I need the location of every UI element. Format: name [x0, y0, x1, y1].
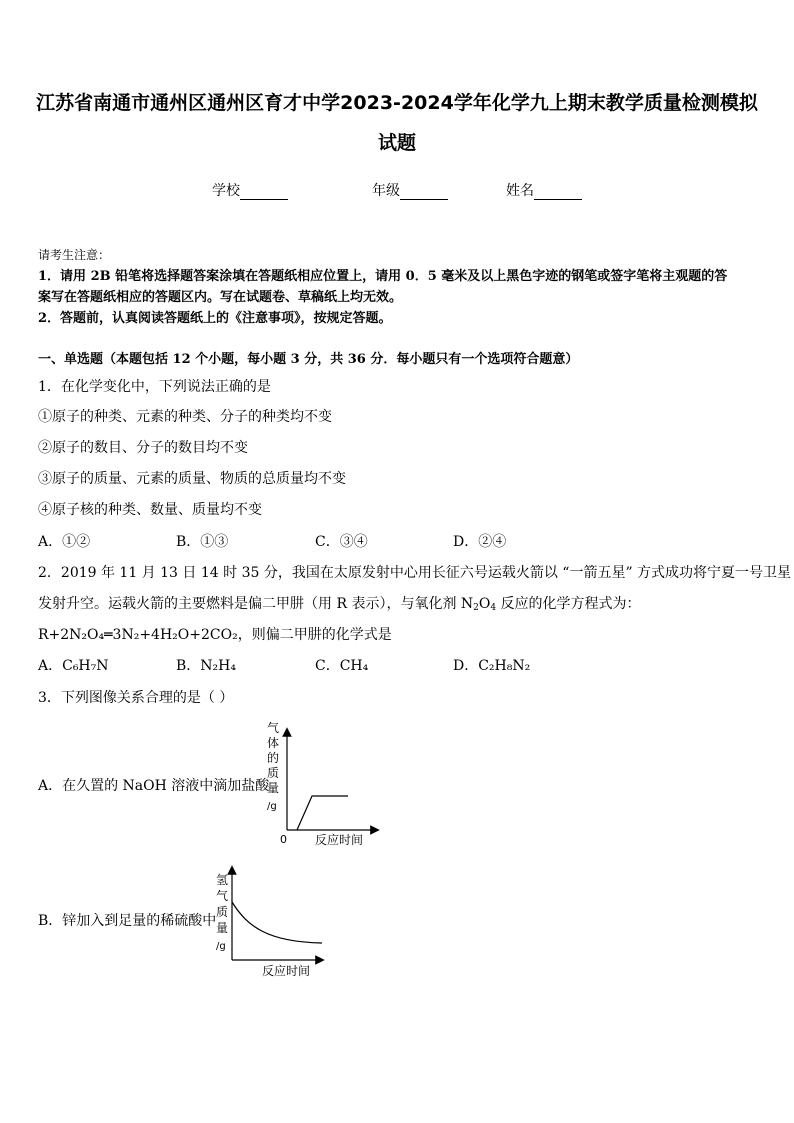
notice-item-2: 2．答题前，认真阅读答题纸上的《注意事项》，按规定答题。 — [38, 311, 392, 326]
graph-a-y-char-3: 的 — [267, 751, 280, 765]
q1-option-c[interactable]: C．③④ — [315, 534, 368, 550]
q1-statement-4: ④原子核的种类、数量、质量均不变 — [38, 502, 262, 518]
q1-option-a[interactable]: A．①② — [38, 534, 91, 550]
q2-option-c[interactable]: C．CH₄ — [315, 658, 369, 674]
school-blank[interactable] — [240, 185, 288, 200]
q2-option-b[interactable]: B．N₂H₄ — [176, 658, 236, 674]
page-title: 江苏省南通市通州区通州区育才中学2023-2024学年化学九上期末教学质量检测模拟 — [36, 92, 758, 114]
notice-item-1-cont: 案写在答题纸相应的答题区内。写在试题卷、草稿纸上均无效。 — [38, 290, 403, 305]
graph-b-x-label: 反应时间 — [262, 964, 311, 978]
grade-label: 年级 — [372, 183, 400, 199]
graph-a-y-char-5: 量 — [267, 781, 280, 795]
page-title-continued: 试题 — [377, 132, 416, 154]
notice-heading: 请考生注意： — [38, 248, 111, 262]
school-label: 学校 — [212, 183, 240, 199]
q1-statement-2: ②原子的数目、分子的数目均不变 — [38, 440, 248, 456]
q1-stem: 1．在化学变化中，下列说法正确的是 — [38, 379, 271, 395]
q2-equation: R+2N₂O₄═3N₂+4H₂O+2CO₂，则偏二甲肼的化学式是 — [38, 627, 392, 643]
q1-statement-1: ①原子的种类、元素的种类、分子的种类均不变 — [38, 409, 332, 425]
graph-a-origin: 0 — [280, 833, 287, 846]
graph-a-y-char-4: 质 — [267, 766, 280, 780]
q2-option-d[interactable]: D．C₂H₈N₂ — [453, 658, 531, 674]
graph-b-y-unit: /g — [216, 941, 226, 952]
q1-statement-3: ③原子的质量、元素的质量、物质的总质量均不变 — [38, 471, 346, 487]
grade-blank[interactable] — [400, 185, 448, 200]
graph-a-y-char-1: 气 — [267, 721, 280, 735]
q2-option-a[interactable]: A．C₆H₇N — [38, 658, 109, 674]
notice-item-1: 1．请用 2B 铅笔将选择题答案涂填在答题纸相应位置上，请用 0．5 毫米及以上黑色字迹的钢笔或签字笔将主观题的答 — [38, 269, 728, 284]
graph-a-y-unit: /g — [267, 801, 277, 812]
graph-b-y-char-4: 量 — [216, 921, 229, 935]
graph-b-y-char-2: 气 — [216, 889, 229, 903]
school-field[interactable] — [212, 180, 288, 200]
name-field[interactable] — [506, 180, 582, 200]
q2-stem-line-2: 发射升空。运载火箭的主要燃料是偏二甲肼（用 R 表示），与氧化剂 $N_2O_4$ 反应的化学方程式为： — [38, 596, 641, 613]
graph-a-x-label: 反应时间 — [315, 833, 364, 847]
graph-a-curve — [297, 796, 348, 830]
q2-stem-line-1: 2．2019 年 11 月 13 日 14 时 35 分，我国在太原发射中心用长征六号运载火箭以 “一箭五星” 方式成功将宁夏一号卫星 — [38, 565, 792, 581]
name-label: 姓名 — [506, 183, 534, 199]
graph-b-curve — [232, 902, 322, 943]
q1-option-d[interactable]: D．②④ — [453, 534, 507, 550]
q1-option-b[interactable]: B．①③ — [176, 534, 229, 550]
q3-graph-b — [212, 864, 342, 980]
grade-field[interactable] — [372, 180, 448, 200]
graph-b-y-char-3: 质 — [216, 905, 229, 919]
section-heading: 一、单选题（本题包括 12 个小题，每小题 3 分，共 36 分．每小题只有一个选项符合题意） — [38, 352, 579, 367]
graph-b-y-char-1: 氢 — [216, 873, 229, 887]
name-blank[interactable] — [534, 185, 582, 200]
q3-graph-a — [260, 718, 390, 850]
q3-stem: 3．下列图像关系合理的是（ ） — [38, 690, 234, 706]
q3-option-a[interactable]: A．在久置的 NaOH 溶液中滴加盐酸 — [38, 778, 270, 794]
graph-a-y-char-2: 体 — [267, 736, 280, 750]
q3-option-b[interactable]: B．锌加入到足量的稀硫酸中 — [38, 913, 217, 929]
